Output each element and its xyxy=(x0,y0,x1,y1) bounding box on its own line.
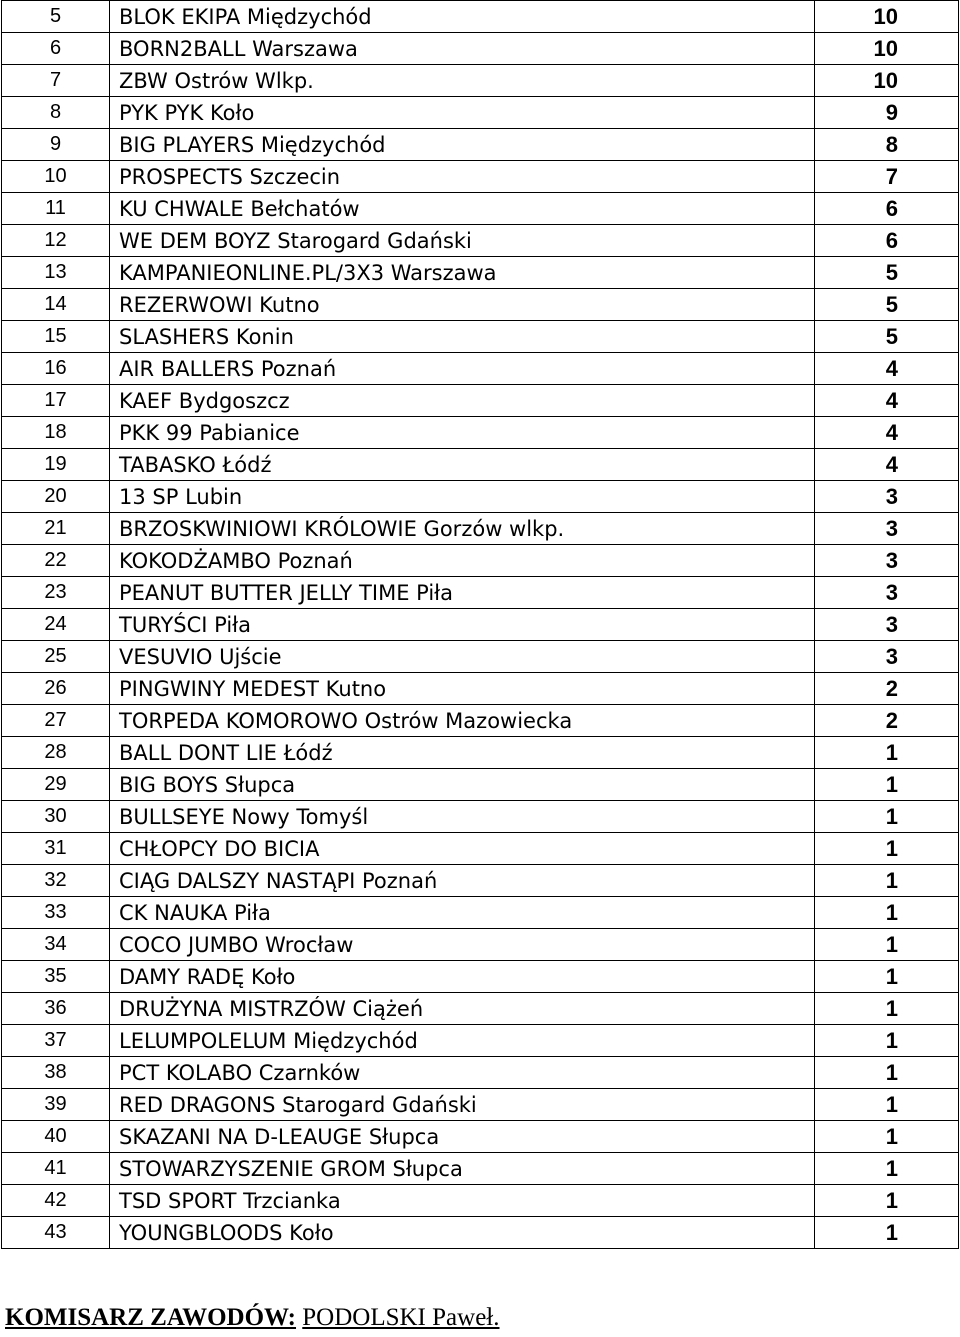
team-name-cell: BIG PLAYERS Międzychód xyxy=(110,129,815,161)
rank-cell: 33 xyxy=(2,897,110,929)
rank-cell: 37 xyxy=(2,1025,110,1057)
table-row xyxy=(2,1185,959,1217)
rank-cell: 6 xyxy=(2,33,110,65)
rank-cell: 14 xyxy=(2,289,110,321)
team-name-cell: SLASHERS Konin xyxy=(110,321,815,353)
rank-cell: 42 xyxy=(2,1185,110,1217)
team-name-cell: DRUŻYNA MISTRZÓW Ciążeń xyxy=(110,993,815,1025)
points-cell: 1 xyxy=(815,865,959,897)
rank-cell: 26 xyxy=(2,673,110,705)
team-name-cell: BLOK EKIPA Międzychód xyxy=(110,1,815,33)
team-name-cell: 13 SP Lubin xyxy=(110,481,815,513)
rank-cell: 20 xyxy=(2,481,110,513)
points-cell: 1 xyxy=(815,769,959,801)
team-name-cell: KAMPANIEONLINE.PL/3X3 Warszawa xyxy=(110,257,815,289)
table-row xyxy=(2,257,959,289)
rank-cell: 34 xyxy=(2,929,110,961)
team-name-cell: STOWARZYSZENIE GROM Słupca xyxy=(110,1153,815,1185)
team-name-cell: ZBW Ostrów Wlkp. xyxy=(110,65,815,97)
points-cell: 1 xyxy=(815,897,959,929)
team-name-cell: BIG BOYS Słupca xyxy=(110,769,815,801)
rank-cell: 13 xyxy=(2,257,110,289)
rank-cell: 28 xyxy=(2,737,110,769)
team-name-cell: TURYŚCI Piła xyxy=(110,609,815,641)
team-name-cell: SKAZANI NA D-LEAUGE Słupca xyxy=(110,1121,815,1153)
team-name-cell: COCO JUMBO Wrocław xyxy=(110,929,815,961)
points-cell: 4 xyxy=(815,353,959,385)
points-cell: 1 xyxy=(815,1057,959,1089)
points-cell: 10 xyxy=(815,65,959,97)
table-row xyxy=(2,449,959,481)
table-row xyxy=(2,193,959,225)
rank-cell: 12 xyxy=(2,225,110,257)
points-cell: 10 xyxy=(815,33,959,65)
points-cell: 1 xyxy=(815,1089,959,1121)
points-cell: 1 xyxy=(815,993,959,1025)
rank-cell: 8 xyxy=(2,97,110,129)
table-row xyxy=(2,769,959,801)
points-cell: 8 xyxy=(815,129,959,161)
points-cell: 3 xyxy=(815,577,959,609)
rank-cell: 41 xyxy=(2,1153,110,1185)
points-cell: 1 xyxy=(815,929,959,961)
team-name-cell: BALL DONT LIE Łódź xyxy=(110,737,815,769)
team-name-cell: DAMY RADĘ Koło xyxy=(110,961,815,993)
team-name-cell: PCT KOLABO Czarnków xyxy=(110,1057,815,1089)
table-row xyxy=(2,33,959,65)
rank-cell: 25 xyxy=(2,641,110,673)
rank-cell: 17 xyxy=(2,385,110,417)
rank-cell: 36 xyxy=(2,993,110,1025)
team-name-cell: PYK PYK Koło xyxy=(110,97,815,129)
table-row xyxy=(2,705,959,737)
table-row xyxy=(2,673,959,705)
points-cell: 1 xyxy=(815,801,959,833)
rank-cell: 31 xyxy=(2,833,110,865)
team-name-cell: KAEF Bydgoszcz xyxy=(110,385,815,417)
points-cell: 5 xyxy=(815,321,959,353)
table-row xyxy=(2,1153,959,1185)
rank-cell: 18 xyxy=(2,417,110,449)
table-row xyxy=(2,1217,959,1249)
team-name-cell: BRZOSKWINIOWI KRÓLOWIE Gorzów wlkp. xyxy=(110,513,815,545)
points-cell: 1 xyxy=(815,737,959,769)
points-cell: 1 xyxy=(815,1025,959,1057)
commissioner-name: PODOLSKI Paweł. xyxy=(302,1304,500,1331)
table-row xyxy=(2,833,959,865)
table-row xyxy=(2,1089,959,1121)
team-name-cell: PEANUT BUTTER JELLY TIME Piła xyxy=(110,577,815,609)
rank-cell: 5 xyxy=(2,1,110,33)
team-name-cell: LELUMPOLELUM Międzychód xyxy=(110,1025,815,1057)
points-cell: 3 xyxy=(815,545,959,577)
rank-cell: 23 xyxy=(2,577,110,609)
team-name-cell: CIĄG DALSZY NASTĄPI Poznań xyxy=(110,865,815,897)
table-row xyxy=(2,161,959,193)
standings-table xyxy=(1,0,959,1249)
table-row xyxy=(2,65,959,97)
points-cell: 2 xyxy=(815,673,959,705)
team-name-cell: KU CHWALE Bełchatów xyxy=(110,193,815,225)
points-cell: 5 xyxy=(815,289,959,321)
table-row xyxy=(2,1,959,33)
points-cell: 9 xyxy=(815,97,959,129)
table-row xyxy=(2,1057,959,1089)
table-row xyxy=(2,641,959,673)
table-row xyxy=(2,961,959,993)
table-row xyxy=(2,993,959,1025)
team-name-cell: CHŁOPCY DO BICIA xyxy=(110,833,815,865)
rank-cell: 10 xyxy=(2,161,110,193)
rank-cell: 22 xyxy=(2,545,110,577)
points-cell: 5 xyxy=(815,257,959,289)
team-name-cell: YOUNGBLOODS Koło xyxy=(110,1217,815,1249)
table-row xyxy=(2,385,959,417)
points-cell: 3 xyxy=(815,641,959,673)
team-name-cell: TABASKO Łódź xyxy=(110,449,815,481)
table-row xyxy=(2,577,959,609)
points-cell: 3 xyxy=(815,481,959,513)
rank-cell: 29 xyxy=(2,769,110,801)
table-row xyxy=(2,513,959,545)
points-cell: 1 xyxy=(815,1121,959,1153)
rank-cell: 21 xyxy=(2,513,110,545)
rank-cell: 27 xyxy=(2,705,110,737)
points-cell: 7 xyxy=(815,161,959,193)
points-cell: 1 xyxy=(815,961,959,993)
points-cell: 1 xyxy=(815,833,959,865)
points-cell: 1 xyxy=(815,1217,959,1249)
table-row xyxy=(2,897,959,929)
points-cell: 1 xyxy=(815,1185,959,1217)
table-row xyxy=(2,545,959,577)
rank-cell: 16 xyxy=(2,353,110,385)
team-name-cell: RED DRAGONS Starogard Gdański xyxy=(110,1089,815,1121)
table-row xyxy=(2,865,959,897)
team-name-cell: PKK 99 Pabianice xyxy=(110,417,815,449)
team-name-cell: KOKODŻAMBO Poznań xyxy=(110,545,815,577)
team-name-cell: PROSPECTS Szczecin xyxy=(110,161,815,193)
points-cell: 6 xyxy=(815,225,959,257)
rank-cell: 24 xyxy=(2,609,110,641)
team-name-cell: TSD SPORT Trzcianka xyxy=(110,1185,815,1217)
rank-cell: 32 xyxy=(2,865,110,897)
commissioner-label: KOMISARZ ZAWODÓW: xyxy=(5,1304,297,1331)
table-row xyxy=(2,129,959,161)
team-name-cell: VESUVIO Ujście xyxy=(110,641,815,673)
rank-cell: 30 xyxy=(2,801,110,833)
points-cell: 4 xyxy=(815,417,959,449)
rank-cell: 35 xyxy=(2,961,110,993)
rank-cell: 11 xyxy=(2,193,110,225)
team-name-cell: WE DEM BOYZ Starogard Gdański xyxy=(110,225,815,257)
points-cell: 10 xyxy=(815,1,959,33)
points-cell: 3 xyxy=(815,609,959,641)
table-row xyxy=(2,1025,959,1057)
table-row xyxy=(2,289,959,321)
table-row xyxy=(2,737,959,769)
points-cell: 4 xyxy=(815,449,959,481)
rank-cell: 38 xyxy=(2,1057,110,1089)
points-cell: 3 xyxy=(815,513,959,545)
team-name-cell: AIR BALLERS Poznań xyxy=(110,353,815,385)
team-name-cell: REZERWOWI Kutno xyxy=(110,289,815,321)
standings-body xyxy=(2,1,959,1249)
points-cell: 1 xyxy=(815,1153,959,1185)
points-cell: 2 xyxy=(815,705,959,737)
rank-cell: 39 xyxy=(2,1089,110,1121)
points-cell: 6 xyxy=(815,193,959,225)
table-row xyxy=(2,1121,959,1153)
table-row xyxy=(2,321,959,353)
table-row xyxy=(2,801,959,833)
team-name-cell: BORN2BALL Warszawa xyxy=(110,33,815,65)
team-name-cell: TORPEDA KOMOROWO Ostrów Mazowiecka xyxy=(110,705,815,737)
rank-cell: 15 xyxy=(2,321,110,353)
table-row xyxy=(2,609,959,641)
team-name-cell: BULLSEYE Nowy Tomyśl xyxy=(110,801,815,833)
commissioner-line xyxy=(5,1304,499,1332)
table-row xyxy=(2,97,959,129)
table-row xyxy=(2,225,959,257)
table-row xyxy=(2,929,959,961)
rank-cell: 9 xyxy=(2,129,110,161)
points-cell: 4 xyxy=(815,385,959,417)
rank-cell: 19 xyxy=(2,449,110,481)
rank-cell: 40 xyxy=(2,1121,110,1153)
team-name-cell: PINGWINY MEDEST Kutno xyxy=(110,673,815,705)
table-row xyxy=(2,481,959,513)
rank-cell: 43 xyxy=(2,1217,110,1249)
table-row xyxy=(2,353,959,385)
table-row xyxy=(2,417,959,449)
rank-cell: 7 xyxy=(2,65,110,97)
team-name-cell: CK NAUKA Piła xyxy=(110,897,815,929)
